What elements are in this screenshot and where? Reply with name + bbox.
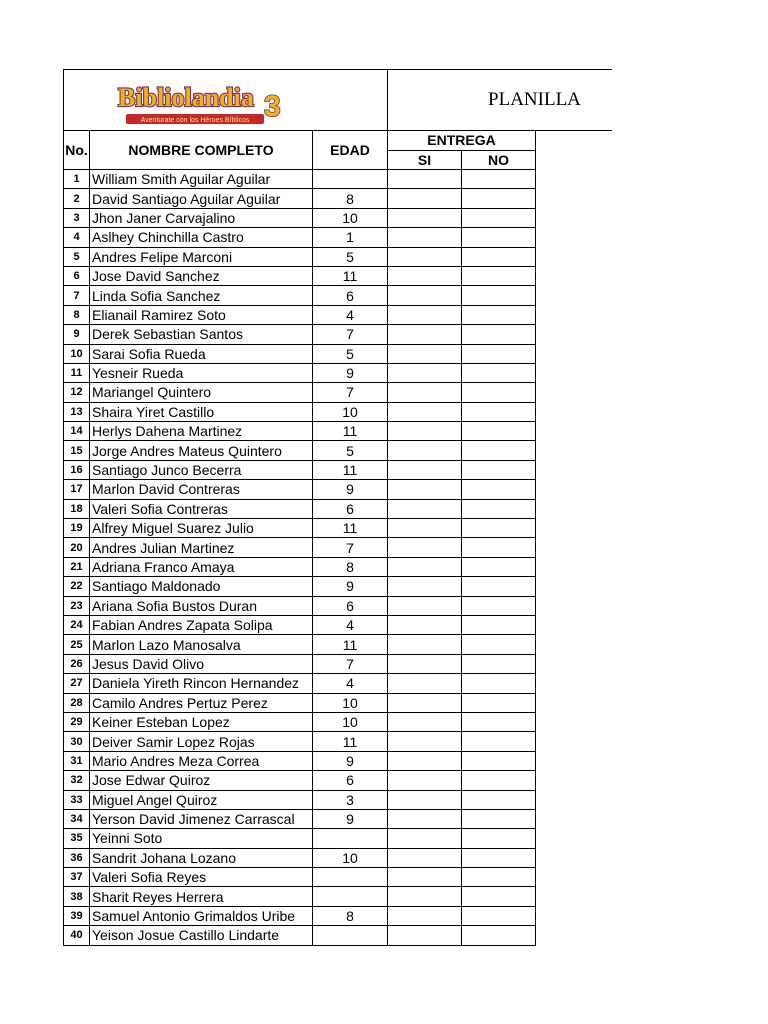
blank-cell xyxy=(536,402,612,421)
row-number: 18 xyxy=(64,499,90,518)
blank-cell xyxy=(536,305,612,324)
delivery-yes-cell[interactable] xyxy=(388,906,462,925)
delivery-yes-cell[interactable] xyxy=(388,809,462,828)
row-number: 17 xyxy=(64,480,90,499)
logo-graphic xyxy=(116,78,288,130)
student-age: 4 xyxy=(313,674,388,693)
table-row xyxy=(64,441,612,460)
student-age: 9 xyxy=(313,809,388,828)
student-age: 1 xyxy=(313,228,388,247)
student-age: 7 xyxy=(313,325,388,344)
student-age: 11 xyxy=(313,460,388,479)
table-row xyxy=(64,228,612,247)
table-row xyxy=(64,480,612,499)
blank-cell xyxy=(536,441,612,460)
student-age: 3 xyxy=(313,790,388,809)
table-row xyxy=(64,305,612,324)
student-name: Valeri Sofia Contreras xyxy=(90,499,313,518)
student-age xyxy=(313,887,388,906)
delivery-yes-cell[interactable] xyxy=(388,422,462,441)
table-row xyxy=(64,247,612,266)
delivery-no-cell[interactable] xyxy=(462,906,536,925)
row-number: 38 xyxy=(64,887,90,906)
student-age: 7 xyxy=(313,383,388,402)
delivery-no-cell[interactable] xyxy=(462,887,536,906)
delivery-no-cell[interactable] xyxy=(462,460,536,479)
row-number: 16 xyxy=(64,460,90,479)
student-name: Mariangel Quintero xyxy=(90,383,313,402)
blank-cell xyxy=(536,557,612,576)
student-name: Marlon Lazo Manosalva xyxy=(90,635,313,654)
student-age: 5 xyxy=(313,441,388,460)
student-age: 7 xyxy=(313,654,388,673)
row-number: 4 xyxy=(64,228,90,247)
student-age: 5 xyxy=(313,247,388,266)
delivery-no-cell[interactable] xyxy=(462,732,536,751)
student-age: 9 xyxy=(313,751,388,770)
delivery-yes-cell[interactable] xyxy=(388,538,462,557)
table-row xyxy=(64,596,612,615)
student-name: Mario Andres Meza Correa xyxy=(90,751,313,770)
delivery-no-cell[interactable] xyxy=(462,654,536,673)
table-row xyxy=(64,868,612,887)
student-age: 8 xyxy=(313,557,388,576)
blank-cell xyxy=(536,712,612,731)
col-yes-header: SI xyxy=(388,150,462,170)
table-row xyxy=(64,422,612,441)
table-row xyxy=(64,790,612,809)
blank-cell xyxy=(536,829,612,848)
table-row xyxy=(64,266,612,285)
blank-cell xyxy=(536,790,612,809)
table-row xyxy=(64,557,612,576)
delivery-no-cell[interactable] xyxy=(462,266,536,285)
student-age: 9 xyxy=(313,577,388,596)
logo-tagline: Aventurate con los Héroes Bíblicos xyxy=(140,117,250,124)
student-name: Yeison Josue Castillo Lindarte xyxy=(90,926,313,945)
delivery-yes-cell[interactable] xyxy=(388,189,462,208)
row-number: 3 xyxy=(64,208,90,227)
delivery-yes-cell[interactable] xyxy=(388,868,462,887)
delivery-no-cell[interactable] xyxy=(462,480,536,499)
delivery-no-cell[interactable] xyxy=(462,596,536,615)
delivery-no-cell[interactable] xyxy=(462,344,536,363)
blank-cell xyxy=(536,228,612,247)
table-row xyxy=(64,499,612,518)
row-number: 35 xyxy=(64,829,90,848)
student-name: Shaira Yiret Castillo xyxy=(90,402,313,421)
delivery-yes-cell[interactable] xyxy=(388,887,462,906)
student-age: 11 xyxy=(313,519,388,538)
student-name: Andres Julian Martinez xyxy=(90,538,313,557)
blank-cell xyxy=(536,654,612,673)
logo-wordmark: Bibliolandia xyxy=(118,83,254,112)
student-age: 9 xyxy=(313,363,388,382)
table-row xyxy=(64,829,612,848)
blank-cell xyxy=(536,460,612,479)
attendance-sheet xyxy=(63,69,612,946)
blank-cell xyxy=(536,480,612,499)
student-age xyxy=(313,170,388,189)
student-name: Yeinni Soto xyxy=(90,829,313,848)
student-name: Jose David Sanchez xyxy=(90,266,313,285)
row-number: 1 xyxy=(64,170,90,189)
blank-cell xyxy=(536,383,612,402)
student-name: Fabian Andres Zapata Solipa xyxy=(90,615,313,634)
table-row xyxy=(64,771,612,790)
row-number: 26 xyxy=(64,654,90,673)
row-number: 9 xyxy=(64,325,90,344)
table-row xyxy=(64,189,612,208)
blank-cell xyxy=(536,538,612,557)
table-row xyxy=(64,538,612,557)
blank-cell xyxy=(536,286,612,305)
student-age: 6 xyxy=(313,499,388,518)
delivery-yes-cell[interactable] xyxy=(388,286,462,305)
row-number: 36 xyxy=(64,848,90,867)
table-row xyxy=(64,654,612,673)
student-age: 6 xyxy=(313,286,388,305)
row-number: 5 xyxy=(64,247,90,266)
student-age: 11 xyxy=(313,635,388,654)
logo-cell xyxy=(64,70,388,131)
row-number: 24 xyxy=(64,615,90,634)
delivery-no-cell[interactable] xyxy=(462,208,536,227)
student-age: 4 xyxy=(313,615,388,634)
delivery-no-cell[interactable] xyxy=(462,422,536,441)
delivery-no-cell[interactable] xyxy=(462,538,536,557)
delivery-no-cell[interactable] xyxy=(462,809,536,828)
blank-cell xyxy=(536,208,612,227)
student-age: 10 xyxy=(313,712,388,731)
delivery-no-cell[interactable] xyxy=(462,693,536,712)
blank-cell xyxy=(536,499,612,518)
student-name: Jhon Janer Carvajalino xyxy=(90,208,313,227)
table-row xyxy=(64,363,612,382)
student-age xyxy=(313,926,388,945)
delivery-yes-cell[interactable] xyxy=(388,848,462,867)
row-number: 13 xyxy=(64,402,90,421)
column-header-row xyxy=(64,131,612,151)
delivery-yes-cell[interactable] xyxy=(388,732,462,751)
delivery-yes-cell[interactable] xyxy=(388,460,462,479)
student-name: Ariana Sofia Bustos Duran xyxy=(90,596,313,615)
blank-cell xyxy=(536,596,612,615)
blank-cell xyxy=(536,577,612,596)
student-name: Adriana Franco Amaya xyxy=(90,557,313,576)
delivery-yes-cell[interactable] xyxy=(388,654,462,673)
row-number: 27 xyxy=(64,674,90,693)
row-number: 14 xyxy=(64,422,90,441)
student-name: Valeri Sofia Reyes xyxy=(90,868,313,887)
delivery-no-cell[interactable] xyxy=(462,829,536,848)
delivery-yes-cell[interactable] xyxy=(388,266,462,285)
table-row xyxy=(64,926,612,945)
delivery-no-cell[interactable] xyxy=(462,635,536,654)
delivery-yes-cell[interactable] xyxy=(388,247,462,266)
delivery-yes-cell[interactable] xyxy=(388,519,462,538)
student-age: 11 xyxy=(313,266,388,285)
blank-cell xyxy=(536,848,612,867)
student-age: 4 xyxy=(313,305,388,324)
student-name: Jesus David Olivo xyxy=(90,654,313,673)
student-age: 10 xyxy=(313,402,388,421)
delivery-no-cell[interactable] xyxy=(462,848,536,867)
table-row xyxy=(64,402,612,421)
row-number: 32 xyxy=(64,771,90,790)
table-row xyxy=(64,635,612,654)
blank-cell xyxy=(536,189,612,208)
delivery-yes-cell[interactable] xyxy=(388,363,462,382)
delivery-yes-cell[interactable] xyxy=(388,305,462,324)
delivery-yes-cell[interactable] xyxy=(388,635,462,654)
row-number: 12 xyxy=(64,383,90,402)
delivery-yes-cell[interactable] xyxy=(388,344,462,363)
blank-cell xyxy=(536,771,612,790)
delivery-yes-cell[interactable] xyxy=(388,170,462,189)
table-row xyxy=(64,519,612,538)
delivery-no-cell[interactable] xyxy=(462,926,536,945)
delivery-no-cell[interactable] xyxy=(462,170,536,189)
blank-cell xyxy=(536,732,612,751)
student-age xyxy=(313,829,388,848)
student-name: Camilo Andres Pertuz Perez xyxy=(90,693,313,712)
delivery-yes-cell[interactable] xyxy=(388,499,462,518)
table-row xyxy=(64,674,612,693)
row-number: 21 xyxy=(64,557,90,576)
student-name: Linda Sofia Sanchez xyxy=(90,286,313,305)
student-name: Yesneir Rueda xyxy=(90,363,313,382)
row-number: 25 xyxy=(64,635,90,654)
student-name: Santiago Maldonado xyxy=(90,577,313,596)
row-number: 20 xyxy=(64,538,90,557)
delivery-yes-cell[interactable] xyxy=(388,926,462,945)
delivery-yes-cell[interactable] xyxy=(388,596,462,615)
row-number: 30 xyxy=(64,732,90,751)
delivery-no-cell[interactable] xyxy=(462,557,536,576)
delivery-yes-cell[interactable] xyxy=(388,712,462,731)
student-name: Deiver Samir Lopez Rojas xyxy=(90,732,313,751)
delivery-yes-cell[interactable] xyxy=(388,208,462,227)
student-age: 11 xyxy=(313,422,388,441)
row-number: 23 xyxy=(64,596,90,615)
row-number: 19 xyxy=(64,519,90,538)
row-number: 40 xyxy=(64,926,90,945)
student-age: 11 xyxy=(313,732,388,751)
table-row xyxy=(64,906,612,925)
table-row xyxy=(64,615,612,634)
delivery-no-cell[interactable] xyxy=(462,228,536,247)
student-name: Marlon David Contreras xyxy=(90,480,313,499)
table-row xyxy=(64,751,612,770)
delivery-yes-cell[interactable] xyxy=(388,441,462,460)
student-name: Sharit Reyes Herrera xyxy=(90,887,313,906)
delivery-no-cell[interactable] xyxy=(462,499,536,518)
row-number: 6 xyxy=(64,266,90,285)
delivery-no-cell[interactable] xyxy=(462,577,536,596)
table-row xyxy=(64,325,612,344)
student-name: Sandrit Johana Lozano xyxy=(90,848,313,867)
delivery-no-cell[interactable] xyxy=(462,790,536,809)
col-no-delivery-header: NO xyxy=(462,150,536,170)
student-age: 9 xyxy=(313,480,388,499)
student-age: 6 xyxy=(313,771,388,790)
delivery-yes-cell[interactable] xyxy=(388,615,462,634)
page-title: PLANILLA xyxy=(388,70,612,131)
table-row xyxy=(64,809,612,828)
row-number: 31 xyxy=(64,751,90,770)
col-name-header: NOMBRE COMPLETO xyxy=(90,131,313,170)
row-number: 2 xyxy=(64,189,90,208)
delivery-yes-cell[interactable] xyxy=(388,480,462,499)
delivery-yes-cell[interactable] xyxy=(388,790,462,809)
blank-cell xyxy=(536,422,612,441)
delivery-yes-cell[interactable] xyxy=(388,383,462,402)
blank-cell xyxy=(536,247,612,266)
delivery-no-cell[interactable] xyxy=(462,615,536,634)
row-number: 8 xyxy=(64,305,90,324)
col-no-header: No. xyxy=(64,131,90,170)
delivery-no-cell[interactable] xyxy=(462,325,536,344)
delivery-yes-cell[interactable] xyxy=(388,751,462,770)
blank-cell xyxy=(536,926,612,945)
delivery-no-cell[interactable] xyxy=(462,751,536,770)
blank-cell xyxy=(536,635,612,654)
table-row xyxy=(64,170,612,189)
student-age: 8 xyxy=(313,906,388,925)
delivery-no-cell[interactable] xyxy=(462,519,536,538)
delivery-yes-cell[interactable] xyxy=(388,402,462,421)
student-age: 10 xyxy=(313,693,388,712)
delivery-yes-cell[interactable] xyxy=(388,693,462,712)
delivery-no-cell[interactable] xyxy=(462,383,536,402)
table-row xyxy=(64,286,612,305)
blank-cell xyxy=(536,868,612,887)
table-row xyxy=(64,383,612,402)
table-row xyxy=(64,712,612,731)
table-row xyxy=(64,887,612,906)
student-name: Herlys Dahena Martinez xyxy=(90,422,313,441)
delivery-no-cell[interactable] xyxy=(462,286,536,305)
student-name: Yerson David Jimenez Carrascal xyxy=(90,809,313,828)
blank-cell xyxy=(536,906,612,925)
student-name: David Santiago Aguilar Aguilar xyxy=(90,189,313,208)
delivery-no-cell[interactable] xyxy=(462,305,536,324)
student-name: William Smith Aguilar Aguilar xyxy=(90,170,313,189)
blank-cell xyxy=(536,615,612,634)
delivery-no-cell[interactable] xyxy=(462,868,536,887)
delivery-yes-cell[interactable] xyxy=(388,829,462,848)
blank-cell xyxy=(536,344,612,363)
blank-cell xyxy=(536,809,612,828)
delivery-yes-cell[interactable] xyxy=(388,325,462,344)
student-name: Miguel Angel Quiroz xyxy=(90,790,313,809)
blank-cell xyxy=(536,693,612,712)
row-number: 28 xyxy=(64,693,90,712)
delivery-yes-cell[interactable] xyxy=(388,577,462,596)
logo-number: 3 xyxy=(264,90,281,123)
delivery-no-cell[interactable] xyxy=(462,247,536,266)
row-number: 39 xyxy=(64,906,90,925)
delivery-no-cell[interactable] xyxy=(462,441,536,460)
sheet-header xyxy=(64,70,612,131)
col-delivery-header: ENTREGA xyxy=(388,131,536,151)
student-name: Daniela Yireth Rincon Hernandez xyxy=(90,674,313,693)
blank-cell xyxy=(536,751,612,770)
col-age-header: EDAD xyxy=(313,131,388,170)
blank-cell xyxy=(536,266,612,285)
student-age: 5 xyxy=(313,344,388,363)
student-name: Samuel Antonio Grimaldos Uribe xyxy=(90,906,313,925)
student-age xyxy=(313,868,388,887)
table-row xyxy=(64,344,612,363)
table-row xyxy=(64,577,612,596)
row-number: 10 xyxy=(64,344,90,363)
delivery-no-cell[interactable] xyxy=(462,402,536,421)
student-age: 6 xyxy=(313,596,388,615)
table-row xyxy=(64,732,612,751)
row-number: 34 xyxy=(64,809,90,828)
student-name: Keiner Esteban Lopez xyxy=(90,712,313,731)
delivery-no-cell[interactable] xyxy=(462,363,536,382)
blank-cell xyxy=(536,325,612,344)
student-name: Jose Edwar Quiroz xyxy=(90,771,313,790)
table-row xyxy=(64,208,612,227)
blank-cell xyxy=(536,887,612,906)
student-name: Alfrey Miguel Suarez Julio xyxy=(90,519,313,538)
delivery-no-cell[interactable] xyxy=(462,712,536,731)
row-number: 15 xyxy=(64,441,90,460)
blank-cell xyxy=(536,170,612,189)
delivery-yes-cell[interactable] xyxy=(388,228,462,247)
student-name: Aslhey Chinchilla Castro xyxy=(90,228,313,247)
student-name: Jorge Andres Mateus Quintero xyxy=(90,441,313,460)
row-number: 7 xyxy=(64,286,90,305)
student-name: Sarai Sofia Rueda xyxy=(90,344,313,363)
row-number: 33 xyxy=(64,790,90,809)
student-age: 10 xyxy=(313,208,388,227)
delivery-yes-cell[interactable] xyxy=(388,674,462,693)
student-age: 8 xyxy=(313,189,388,208)
student-name: Elianail Ramirez Soto xyxy=(90,305,313,324)
blank-cell xyxy=(536,131,612,170)
student-age: 7 xyxy=(313,538,388,557)
blank-cell xyxy=(536,519,612,538)
bibliolandia-logo xyxy=(116,78,288,131)
delivery-yes-cell[interactable] xyxy=(388,771,462,790)
student-name: Andres Felipe Marconi xyxy=(90,247,313,266)
table-row xyxy=(64,460,612,479)
row-number: 22 xyxy=(64,577,90,596)
row-number: 29 xyxy=(64,712,90,731)
student-name: Derek Sebastian Santos xyxy=(90,325,313,344)
student-name: Santiago Junco Becerra xyxy=(90,460,313,479)
table-row xyxy=(64,848,612,867)
table-row xyxy=(64,693,612,712)
blank-cell xyxy=(536,674,612,693)
delivery-yes-cell[interactable] xyxy=(388,557,462,576)
delivery-no-cell[interactable] xyxy=(462,674,536,693)
student-age: 10 xyxy=(313,848,388,867)
row-number: 11 xyxy=(64,363,90,382)
row-number: 37 xyxy=(64,868,90,887)
delivery-no-cell[interactable] xyxy=(462,189,536,208)
delivery-no-cell[interactable] xyxy=(462,771,536,790)
blank-cell xyxy=(536,363,612,382)
